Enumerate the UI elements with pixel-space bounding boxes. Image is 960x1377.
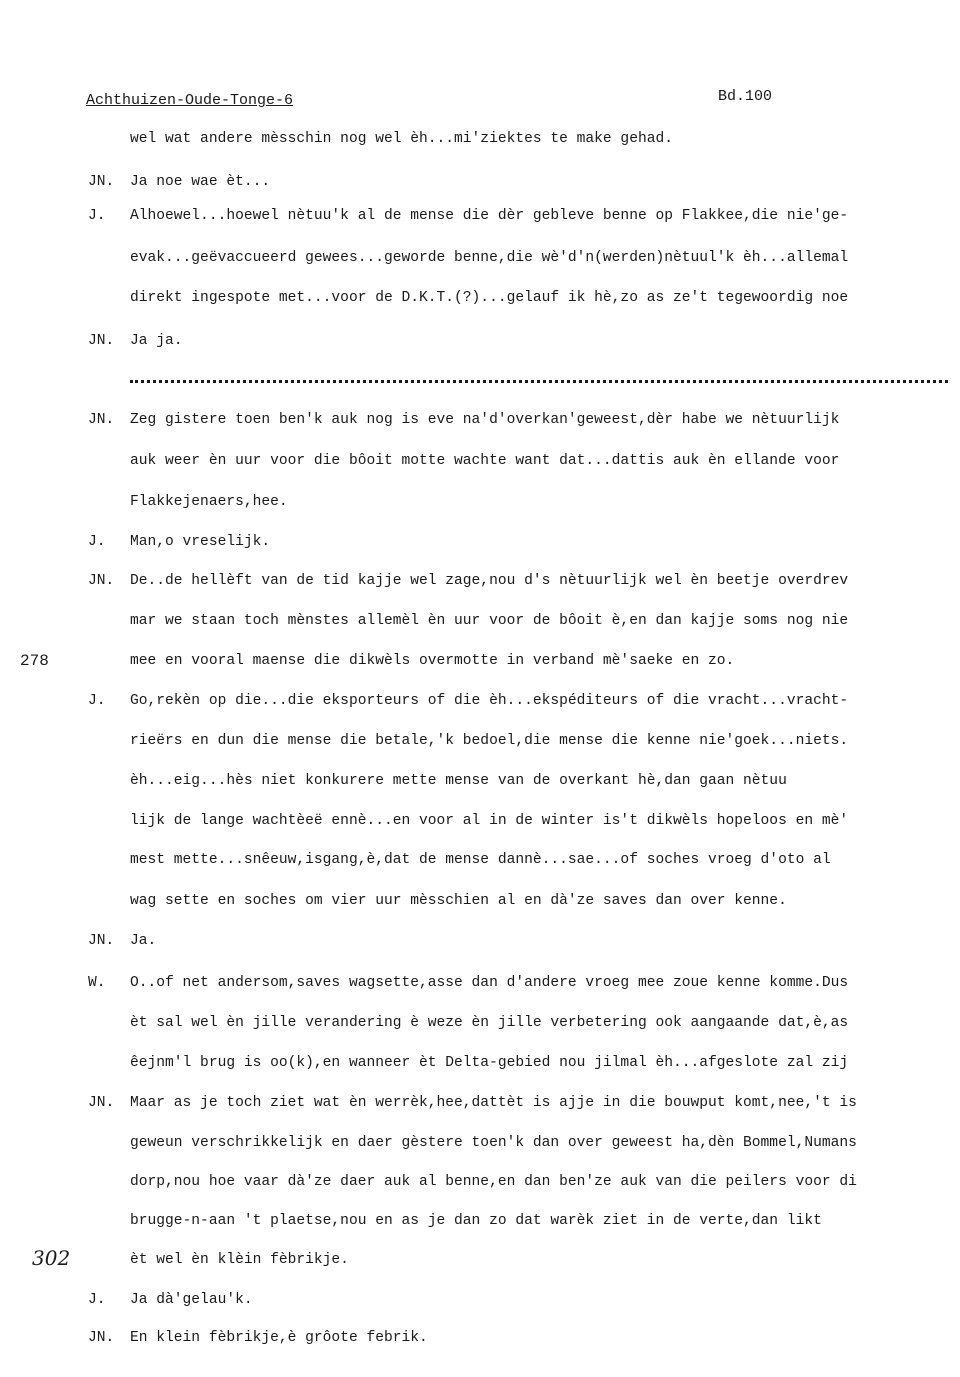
document-title: Achthuizen-Oude-Tonge-6: [86, 92, 294, 109]
transcript-line: [0, 290, 960, 312]
transcript-line: [0, 333, 960, 355]
speaker-label: J.: [88, 1292, 106, 1308]
utterance-text: Man,o vreselijk.: [130, 534, 271, 550]
utterance-text: brugge-n-aan 't plaetse,nou en as je dan zo dat warèk ziet in de verte,dan likt: [130, 1213, 822, 1229]
margin-note-302: 302: [32, 1246, 71, 1270]
speaker-label: JN.: [88, 412, 115, 428]
transcript-line: [0, 933, 960, 955]
speaker-label: JN.: [88, 1330, 115, 1346]
utterance-text: wel wat andere mèsschin nog wel èh...mi'ziektes te make gehad.: [130, 131, 673, 147]
transcript-line: [0, 1015, 960, 1037]
utterance-text: lijk de lange wachtèeë ennè...en voor al in de winter is't dikwèls hopeloos en mè': [130, 813, 849, 829]
utterance-text: O..of net andersom,saves wagsette,asse dan d'andere vroeg mee zoue kenne komme.Dus: [130, 975, 849, 991]
utterance-text: rieërs en dun die mense die betale,'k bedoel,die mense die kenne nie'goek...niets.: [130, 733, 849, 749]
utterance-text: auk weer èn uur voor die bôoit motte wachte want dat...dattis auk èn ellande voor: [130, 453, 840, 469]
transcript-line: [0, 1330, 960, 1352]
transcript-line: [0, 733, 960, 755]
utterance-text: wag sette en soches om vier uur mèsschien al en dà'ze saves dan over kenne.: [130, 893, 787, 909]
transcript-line: [0, 208, 960, 230]
transcript-line: [0, 653, 960, 675]
utterance-text: direkt ingespote met...voor de D.K.T.(?)...gelauf ik hè,zo as ze't tegewoordig noe: [130, 290, 849, 306]
utterance-text: De..de hellèft van de tid kajje wel zage,nou d's nètuurlijk wel èn beetje overdrev: [130, 573, 849, 589]
utterance-text: mee en vooral maense die dikwèls overmotte in verband mè'saeke en zo.: [130, 653, 735, 669]
transcript-line: [0, 693, 960, 715]
transcript-line: [0, 174, 960, 196]
utterance-text: Ja dà'gelau'k.: [130, 1292, 253, 1308]
utterance-text: geweun verschrikkelijk en daer gèstere toen'k dan over geweest ha,dèn Bommel,Numans: [130, 1135, 857, 1151]
transcript-line: [0, 773, 960, 795]
transcript-line: [0, 131, 960, 153]
speaker-label: JN.: [88, 933, 115, 949]
transcript-line: [0, 1292, 960, 1314]
transcript-line: [0, 852, 960, 874]
transcript-line: [0, 613, 960, 635]
speaker-label: J.: [88, 534, 106, 550]
dotted-separator: [130, 372, 948, 383]
utterance-text: En klein fèbrikje,è grôote febrik.: [130, 1330, 428, 1346]
utterance-text: Ja ja.: [130, 333, 183, 349]
transcript-line: [0, 1055, 960, 1077]
utterance-text: êejnm'l brug is oo(k),en wanneer èt Delta-gebied nou jilmal èh...afgeslote zal zij: [130, 1055, 849, 1071]
speaker-label: W.: [88, 975, 106, 991]
transcript-line: [0, 573, 960, 595]
transcript-line: [0, 453, 960, 475]
margin-note-278: 278: [20, 652, 49, 670]
transcript-line: [0, 534, 960, 556]
utterance-text: Ja noe wae èt...: [130, 174, 271, 190]
speaker-label: JN.: [88, 333, 115, 349]
transcript-line: [0, 1095, 960, 1117]
utterance-text: mar we staan toch mènstes allemèl èn uur voor de bôoit è,en dan kajje soms nog nie: [130, 613, 849, 629]
transcript-line: [0, 494, 960, 516]
transcript-line: [0, 1252, 960, 1274]
utterance-text: Flakkejenaers,hee.: [130, 494, 288, 510]
utterance-text: èt sal wel èn jille verandering è weze èn jille verbetering ook aangaande dat,è,as: [130, 1015, 849, 1031]
utterance-text: Ja.: [130, 933, 157, 949]
transcript-line: [0, 893, 960, 915]
utterance-text: mest mette...snêeuw,isgang,è,dat de mense dannè...sae...of soches vroeg d'oto al: [130, 852, 831, 868]
speaker-label: JN.: [88, 174, 115, 190]
transcript-line: [0, 1213, 960, 1235]
speaker-label: J.: [88, 693, 106, 709]
document-code: Bd.100: [718, 88, 773, 105]
transcript-line: [0, 975, 960, 997]
transcript-line: [0, 1135, 960, 1157]
transcript-line: [0, 412, 960, 434]
utterance-text: èh...eig...hès niet konkurere mette mense van de overkant hè,dan gaan nètuu: [130, 773, 787, 789]
utterance-text: Zeg gistere toen ben'k auk nog is eve na'd'overkan'geweest,dèr habe we nètuurlijk: [130, 412, 840, 428]
utterance-text: evak...geëvaccueerd gewees...geworde benne,die wè'd'n(werden)nètuul'k èh...allemal: [130, 250, 849, 266]
transcript-line: [0, 250, 960, 272]
transcript-line: [0, 813, 960, 835]
utterance-text: èt wel èn klèin fèbrikje.: [130, 1252, 349, 1268]
speaker-label: JN.: [88, 573, 115, 589]
utterance-text: dorp,nou hoe vaar dà'ze daer auk al benne,en dan ben'ze auk van die peilers voor di: [130, 1174, 857, 1190]
speaker-label: J.: [88, 208, 106, 224]
utterance-text: Alhoewel...hoewel nètuu'k al de mense die dèr gebleve benne op Flakkee,die nie'ge-: [130, 208, 849, 224]
transcript-line: [0, 1174, 960, 1196]
utterance-text: Go,rekèn op die...die eksporteurs of die èh...ekspéditeurs of die vracht...vracht-: [130, 693, 849, 709]
utterance-text: Maar as je toch ziet wat èn werrèk,hee,dattèt is ajje in die bouwput komt,nee,'t is: [130, 1095, 857, 1111]
speaker-label: JN.: [88, 1095, 115, 1111]
